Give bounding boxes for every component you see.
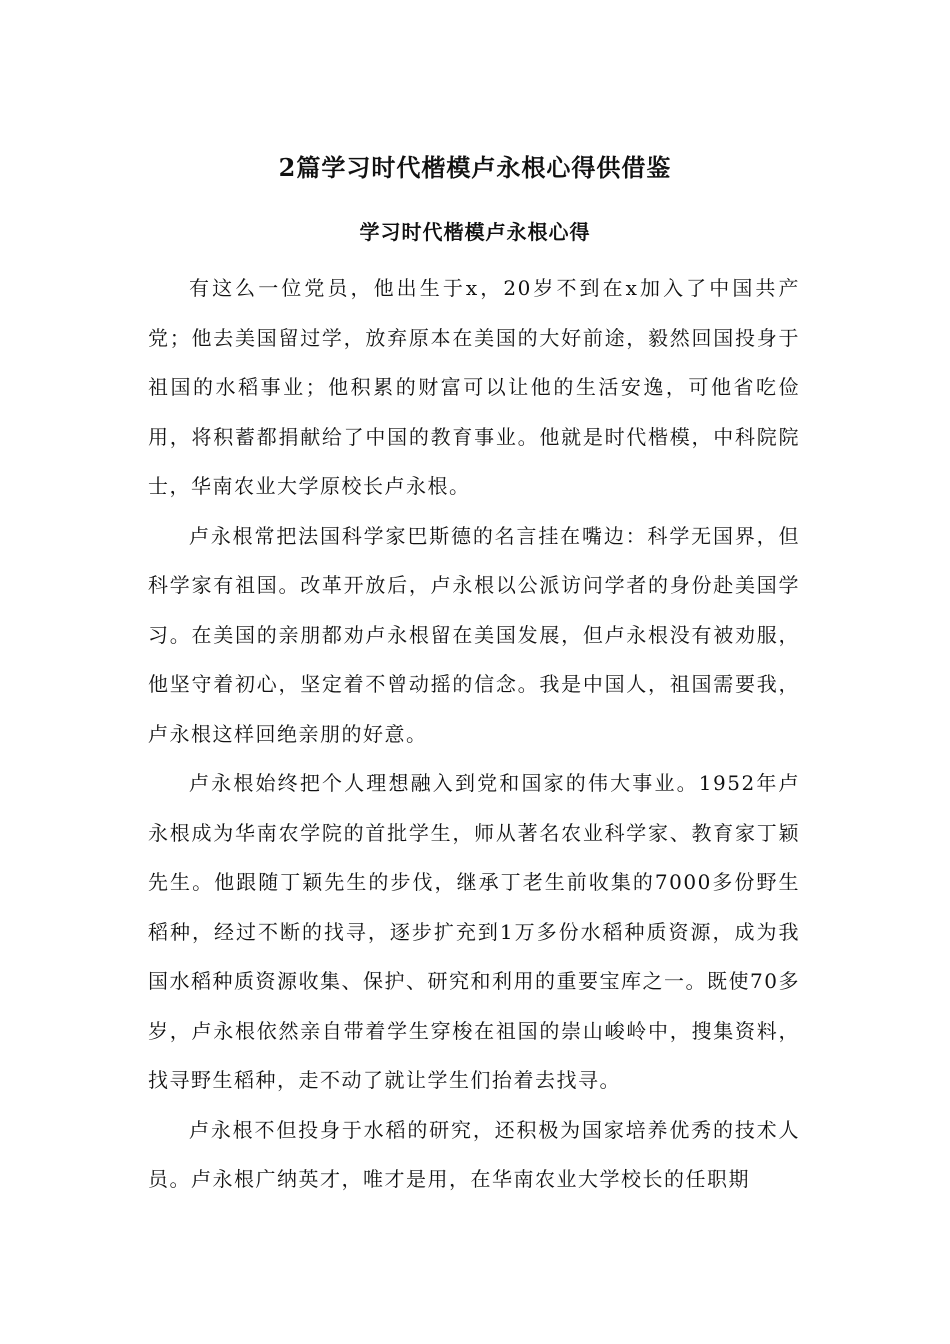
- section-title: 学习时代楷模卢永根心得: [359, 220, 591, 244]
- document-title: 2篇学习时代楷模卢永根心得供借鉴: [278, 153, 672, 182]
- paragraph: 卢永根常把法国科学家巴斯德的名言挂在嘴边：科学无国界，但科学家有祖国。改革开放后，卢永根以公派访问学者的身份赴美国学习。在美国的亲朋都劝卢永根留在美国发展，但卢永根没有被劝服，他坚守着初心，坚定着不曾动摇的信念。我是中国人，祖国需要我，卢永根这样回绝亲朋的好意。: [148, 523, 800, 746]
- paragraph: 卢永根始终把个人理想融入到党和国家的伟大事业。1952年卢永根成为华南农学院的首批学生，师从著名农业科学家、教育家丁颖先生。他跟随丁颖先生的步伐，继承丁老生前收集的7000多份野生稻种，经过不断的找寻，逐步扩充到1万多份水稻种质资源，成为我国水稻种质资源收集、保护、研究和利用的重要宝库之一。既使70多岁，卢永根依然亲自带着学生穿梭在祖国的崇山峻岭中，搜集资料，找寻野生稻种，走不动了就让学生们抬着去找寻。: [148, 771, 800, 1092]
- paragraph: 卢永根不但投身于水稻的研究，还积极为国家培养优秀的技术人员。卢永根广纳英才，唯才是用，在华南农业大学校长的任职期: [148, 1117, 800, 1191]
- document-body: [148, 264, 800, 1205]
- paragraph: 有这么一位党员，他出生于x，20岁不到在x加入了中国共产党；他去美国留过学，放弃原本在美国的大好前途，毅然回国投身于祖国的水稻事业；他积累的财富可以让他的生活安逸，可他省吃俭用，将积蓄都捐献给了中国的教育事业。他就是时代楷模，中科院院士，华南农业大学原校长卢永根。: [148, 276, 800, 498]
